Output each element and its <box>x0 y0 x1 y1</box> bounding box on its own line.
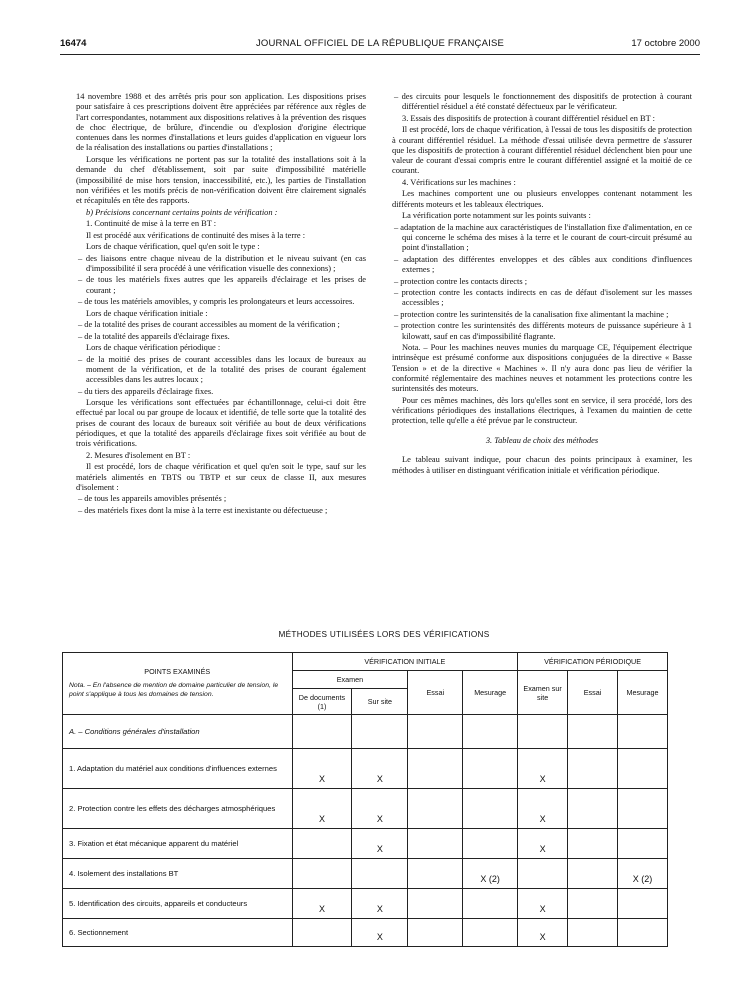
subheading: 3. Essais des dispositifs de protection à courant différentiel résiduel en BT : <box>402 113 655 123</box>
list-item: – de tous les appareils amovibles présentés ; <box>78 494 227 504</box>
mark-cell: X (2) <box>463 859 518 889</box>
row-label: 3. Fixation et état mécanique apparent du matériel <box>63 829 293 859</box>
list-item: – de la totalité des appareils d'éclairage fixes. <box>78 331 230 341</box>
page-header <box>60 38 700 52</box>
mark-cell <box>617 829 667 859</box>
mark-cell <box>408 859 463 889</box>
points-header: POINTS EXAMINÉS <box>144 667 211 677</box>
paragraph: Lors de chaque vérification, quel qu'en soit le type : <box>86 242 260 252</box>
list-item: – protection contre les contacts indirects en cas de défaut d'isolement sur les masses accessibles ; <box>394 288 692 308</box>
mark-cell <box>408 829 463 859</box>
subheading: b) Précisions concernant certains points de vérification : <box>86 207 278 217</box>
mark-cell: X <box>292 749 352 789</box>
mark-cell <box>463 919 518 947</box>
row-label: 4. Isolement des installations BT <box>63 859 293 889</box>
paragraph: Le tableau suivant indique, pour chacun des points principaux à examiner, les méthodes à utiliser en distinguant vérification initiale et vérification périodique. <box>392 455 692 475</box>
issue-date: 17 octobre 2000 <box>631 38 700 49</box>
table-row <box>63 919 668 947</box>
header-rule <box>60 54 700 55</box>
mark-cell <box>463 889 518 919</box>
list-item: – adaptation de la machine aux caractéristiques de l'installation fixe d'alimentation, en ce qui concerne le schéma des mises à la terre et le courant de court-circuit présumé au point d'installation ; <box>394 222 692 253</box>
nota-paragraph: Nota. – Pour les machines neuves munies du marquage CE, l'équipement électrique intrinsèque est présumé conforme aux dispositions conjuguées de la directive « Basse Tension » et de la directive « Machines ». Il n'y aura donc pas lieu de vérifier la conformité réglementaire des machines neuves et notamment les protections contre les surintensités des moteurs. <box>392 343 692 394</box>
list-item: – de tous les matériels fixes autres que les appareils d'éclairage et les prises de courant ; <box>78 275 366 295</box>
mark-cell <box>568 919 618 947</box>
mark-cell <box>568 749 618 789</box>
list-item: – de la totalité des prises de courant accessibles au moment de la vérification ; <box>78 320 340 330</box>
sur-site-header: Sur site <box>352 689 408 715</box>
paragraph: Lors de chaque vérification initiale : <box>86 308 208 318</box>
mark-cell: X <box>518 829 568 859</box>
mark-cell <box>292 859 352 889</box>
table-row <box>63 889 668 919</box>
mark-cell <box>292 919 352 947</box>
mark-cell <box>617 919 667 947</box>
paragraph: Pour ces mêmes machines, dès lors qu'elles sont en service, il sera procédé, lors des vérifications périodiques des installations électriques, à l'examen du maintien de cette protection, telle qu'elle a été prévue par le constructeur. <box>392 395 692 426</box>
mark-cell: X <box>518 919 568 947</box>
paragraph: Il est procédé aux vérifications de continuité des mises à la terre : <box>86 230 306 240</box>
list-item: – protection contre les surintensités des différents moteurs de puissance supérieure à 1 kilowatt, sauf en cas d'impossibilité flagrante. <box>394 321 692 341</box>
methods-table <box>62 652 668 947</box>
essai-header: Essai <box>408 671 463 715</box>
journal-title: JOURNAL OFFICIEL DE LA RÉPUBLIQUE FRANÇAISE <box>255 38 505 49</box>
list-item: – du tiers des appareils d'éclairage fixes. <box>78 386 214 396</box>
mark-cell <box>463 789 518 829</box>
row-label: 2. Protection contre les effets des décharges atmosphériques <box>63 789 293 829</box>
mark-cell <box>518 859 568 889</box>
subheading: 2. Mesures d'isolement en BT : <box>86 450 191 460</box>
mark-cell: X <box>352 789 408 829</box>
subheading: 4. Vérifications sur les machines : <box>402 177 516 187</box>
list-item: – adaptation des différentes enveloppes et des câbles aux conditions d'influences externes ; <box>394 254 692 275</box>
mark-cell <box>408 919 463 947</box>
list-item: – protection contre les contacts directs ; <box>394 276 528 286</box>
right-column <box>392 92 692 477</box>
table-title: MÉTHODES UTILISÉES LORS DES VÉRIFICATIONS <box>278 630 490 639</box>
table-row <box>63 829 668 859</box>
paragraph: Il est procédé, lors de chaque vérification et quel qu'en soit le type, sauf sur les matériels alimentés en TBTS ou TBTP et sur ceux de classe II, aux mesures d'isolement : <box>76 462 366 492</box>
paragraph: La vérification porte notamment sur les points suivants : <box>402 211 591 221</box>
examen-header: Examen <box>292 671 408 689</box>
left-column <box>76 92 366 517</box>
row-label: 6. Sectionnement <box>63 919 293 947</box>
list-item: – des liaisons entre chaque niveau de la distribution et le niveau suivant (en cas d'impossibilité il sera procédé à une vérification visuelle des connexions) ; <box>78 253 366 273</box>
table-row <box>63 749 668 789</box>
paragraph: Lors de chaque vérification périodique : <box>86 343 221 353</box>
mark-cell: X <box>292 889 352 919</box>
mark-cell <box>352 859 408 889</box>
mark-cell: X <box>352 919 408 947</box>
list-item: – protection contre les surintensités de la canalisation fixe alimentant la machine ; <box>394 309 669 319</box>
mark-cell <box>463 749 518 789</box>
mesurage-header: Mesurage <box>463 671 518 715</box>
examen-sur-site-header: Examen sur site <box>518 671 568 715</box>
periodic-verification-header: VÉRIFICATION PÉRIODIQUE <box>518 653 668 671</box>
mark-cell <box>617 749 667 789</box>
de-documents-header: De documents (1) <box>292 689 352 715</box>
row-label: 1. Adaptation du matériel aux conditions d'influences externes <box>63 749 293 789</box>
subheading: 1. Continuité de mise à la terre en BT : <box>86 219 217 229</box>
table-note: Nota. – En l'absence de mention de domaine particulier de tension, le point s'applique à tous les domaines de tension. <box>69 682 279 698</box>
mark-cell <box>568 889 618 919</box>
mark-cell <box>617 889 667 919</box>
table-row <box>63 789 668 829</box>
paragraph: 14 novembre 1988 et des arrêtés pris pour son application. Les dispositions prises pour satisfaire à ces prescriptions doivent être appréciées par référence aux règles de l'art correspondantes, notamment aux dispositions relatives à la prévention des risques de choc électrique, de brûlure, d'incendie ou d'explosion d'origine électrique contenues dans les normes d'installations et leurs guides d'application en vigueur lors de la réalisation des installations ou parties d'installations ; <box>76 92 366 153</box>
mark-cell <box>568 859 618 889</box>
mark-cell: X <box>518 749 568 789</box>
list-item: – de la moitié des prises de courant accessibles dans les locaux de bureaux au moment de la vérification, et de la totalité des prises de courant également accessibles dans les autres locaux ; <box>78 354 366 385</box>
points-header-cell <box>63 653 293 715</box>
mark-cell: X <box>352 889 408 919</box>
mark-cell <box>408 749 463 789</box>
mesurage-periodic-header: Mesurage <box>617 671 667 715</box>
mark-cell: X <box>292 789 352 829</box>
table-row <box>63 859 668 889</box>
mark-cell: X <box>518 789 568 829</box>
list-item: – des circuits pour lesquels le fonctionnement des dispositifs de protection à courant différentiel résiduel a été constaté défectueux par le vérificateur. <box>394 92 692 112</box>
mark-cell <box>463 829 518 859</box>
row-label: 5. Identification des circuits, appareils et conducteurs <box>63 889 293 919</box>
paragraph: Les machines comportent une ou plusieurs enveloppes contenant notamment les différents moteurs et les tableaux électriques. <box>392 189 692 209</box>
mark-cell: X <box>518 889 568 919</box>
essai-periodic-header: Essai <box>568 671 618 715</box>
list-item: – de tous les matériels amovibles, y compris les prolongateurs et leurs accessoires. <box>78 297 355 307</box>
list-item: – des matériels fixes dont la mise à la terre est inexistante ou défectueuse ; <box>78 505 328 515</box>
initial-verification-header: VÉRIFICATION INITIALE <box>292 653 518 671</box>
mark-cell <box>568 829 618 859</box>
mark-cell <box>408 889 463 919</box>
paragraph: Lorsque les vérifications ne portent pas sur la totalité des installations soit à la demande du chef d'établissement, soit par suite d'impossibilité matérielle (impossibilité de mise hors tension, inaccessibilité, etc.), les parties de l'installation non vérifiées et les motifs précis de non-vérification doivent être clairement signalés et récapitulés en tête des rapports. <box>76 154 366 206</box>
page-number: 16474 <box>60 38 87 49</box>
paragraph: Il est procédé, lors de chaque vérification, à l'essai de tous les dispositifs de protection à courant différentiel résiduel. La méthode d'essai utilisée devra permettre de s'assurer que les dispositifs de protection à courant différentiel résiduel déclenchent bien pour une valeur de courant d'essai compris entre le courant différentiel assigné et la moitié de ce courant. <box>392 125 692 176</box>
mark-cell: X (2) <box>617 859 667 889</box>
mark-cell <box>617 789 667 829</box>
section-heading: 3. Tableau de choix des méthodes <box>485 435 599 445</box>
mark-cell <box>568 789 618 829</box>
paragraph: Lorsque les vérifications sont effectuées par échantillonnage, celui-ci doit être effectué par local ou par groupe de locaux et identifié, de telle sorte que la totalité des prises de courant des locaux de bureaux soit vérifiée au bout de deux vérifications périodiques, et que la totalité des appareils d'éclairage fixes soit vérifiée au bout de trois vérifications. <box>76 398 366 449</box>
mark-cell: X <box>352 829 408 859</box>
mark-cell: X <box>352 749 408 789</box>
section-a-label: A. – Conditions générales d'installation <box>63 715 293 749</box>
mark-cell <box>408 789 463 829</box>
mark-cell <box>292 829 352 859</box>
